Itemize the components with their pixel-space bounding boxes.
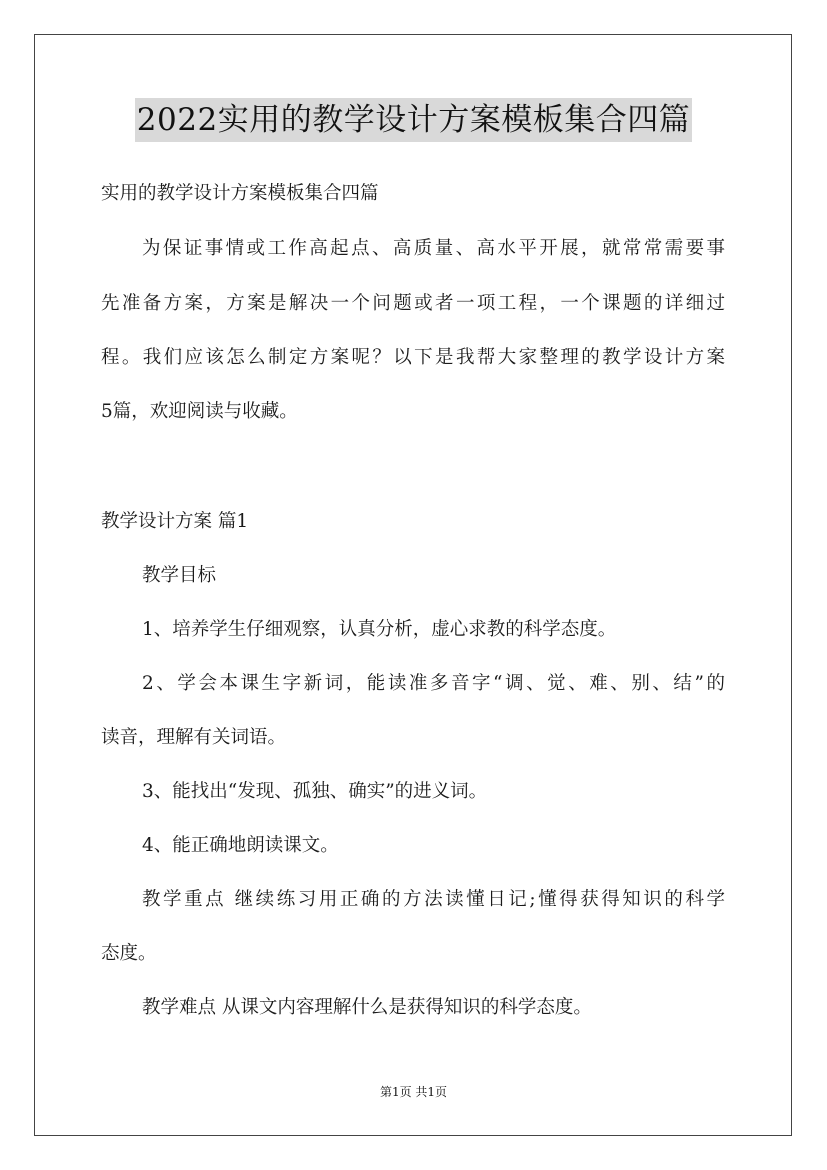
objective-item: 2、学会本课生字新词，能读准多音字“调、觉、难、别、结”的 [142,673,725,694]
intro-line: 为保证事情或工作高起点、高质量、高水平开展，就常常需要事 [142,238,725,259]
objective-item: 4、能正确地朗读课文。 [142,835,339,856]
difficulty-point: 教学难点 从课文内容理解什么是获得知识的科学态度。 [142,997,592,1018]
objective-item-continued: 读音，理解有关词语。 [101,727,287,748]
key-point-continued: 态度。 [101,943,157,964]
intro-line: 程。我们应该怎么制定方案呢？以下是我帮大家整理的教学设计方案 [101,347,725,368]
document-subtitle: 实用的教学设计方案模板集合四篇 [101,183,379,204]
objectives-heading: 教学目标 [142,565,217,586]
key-point: 教学重点 继续练习用正确的方法读懂日记;懂得获得知识的科学 [142,889,725,910]
page-footer: 第1页 共1页 [379,1085,448,1099]
intro-line: 5篇，欢迎阅读与收藏。 [101,401,298,422]
document-title: 2022实用的教学设计方案模板集合四篇 [135,98,692,142]
section-heading: 教学设计方案 篇1 [101,511,249,532]
objective-item: 1、培养学生仔细观察，认真分析，虚心求教的科学态度。 [142,619,617,640]
title-container [0,98,827,142]
objective-item: 3、能找出“发现、孤独、确实”的进义词。 [142,781,488,802]
intro-line: 先准备方案，方案是解决一个问题或者一项工程，一个课题的详细过 [101,293,725,314]
